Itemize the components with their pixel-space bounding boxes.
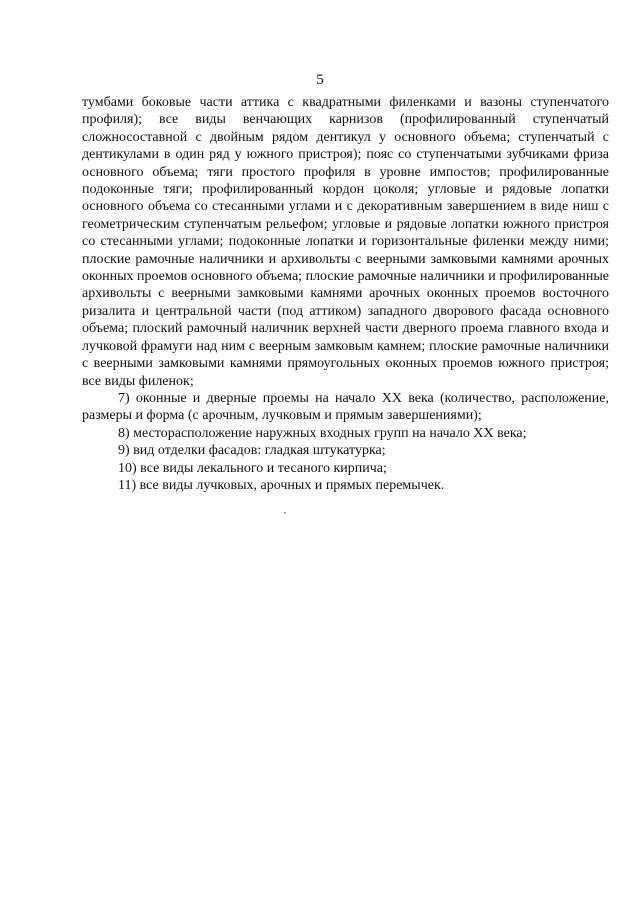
paragraph-facade-elements: тумбами боковые части аттика с квадратными филенками и вазоны ступенчатого профиля); все виды венчающих карнизов (профилированный ступенчатый сложносоставной с двойным рядом дентикул у основного объема; ступенчатый с дентикулами в один ряд у южного пристроя); пояс со ступенчатыми зубчиками фриза основного объема; тяги простого профиля в уровне импостов; профилированные подоконные тяги; профилированный кордон цоколя; угловые и рядовые лопатки основного объема со стесанными углами и с декоративным завершением в виде ниш с геометрическим ступенчатым рельефом; угловые и рядовые лопатки южного пристроя со стесанными углами; подоконные лопатки и горизонтальные филенки между ними; плоские рамочные наличники и архивольты с веерными замковыми камнями арочных оконных проемов основного объема; плоские рамочные наличники и профилированные архивольты с веерными замковыми камнями арочных оконных проемов восточного ризалита и центральной части (под аттиком) западного дворового фасада основного объема; плоский рамочный наличник верхней части дверного проема главного входа и лучковой фрамуги над ним с веерным замковым камнем; плоские рамочные наличники с веерными замковыми камнями прямоугольных оконных проемов южного пристроя; все виды филенок; xyxy=(82,95,609,389)
document-body xyxy=(82,94,609,494)
scan-speck xyxy=(284,512,286,514)
list-item-8: 8) месторасположение наружных входных групп на начало XX века; xyxy=(118,425,527,441)
list-item-9: 9) вид отделки фасадов: гладкая штукатурка; xyxy=(118,443,386,459)
list-item-10: 10) все виды лекального и тесаного кирпича; xyxy=(118,460,387,476)
list-item-11: 11) все виды лучковых, арочных и прямых перемычек. xyxy=(118,477,445,493)
page-number: 5 xyxy=(316,72,324,88)
list-item-7: 7) оконные и дверные проемы на начало XX века (количество, расположение, размеры и форма (с арочным, лучковым и прямым завершениями); xyxy=(82,390,609,424)
